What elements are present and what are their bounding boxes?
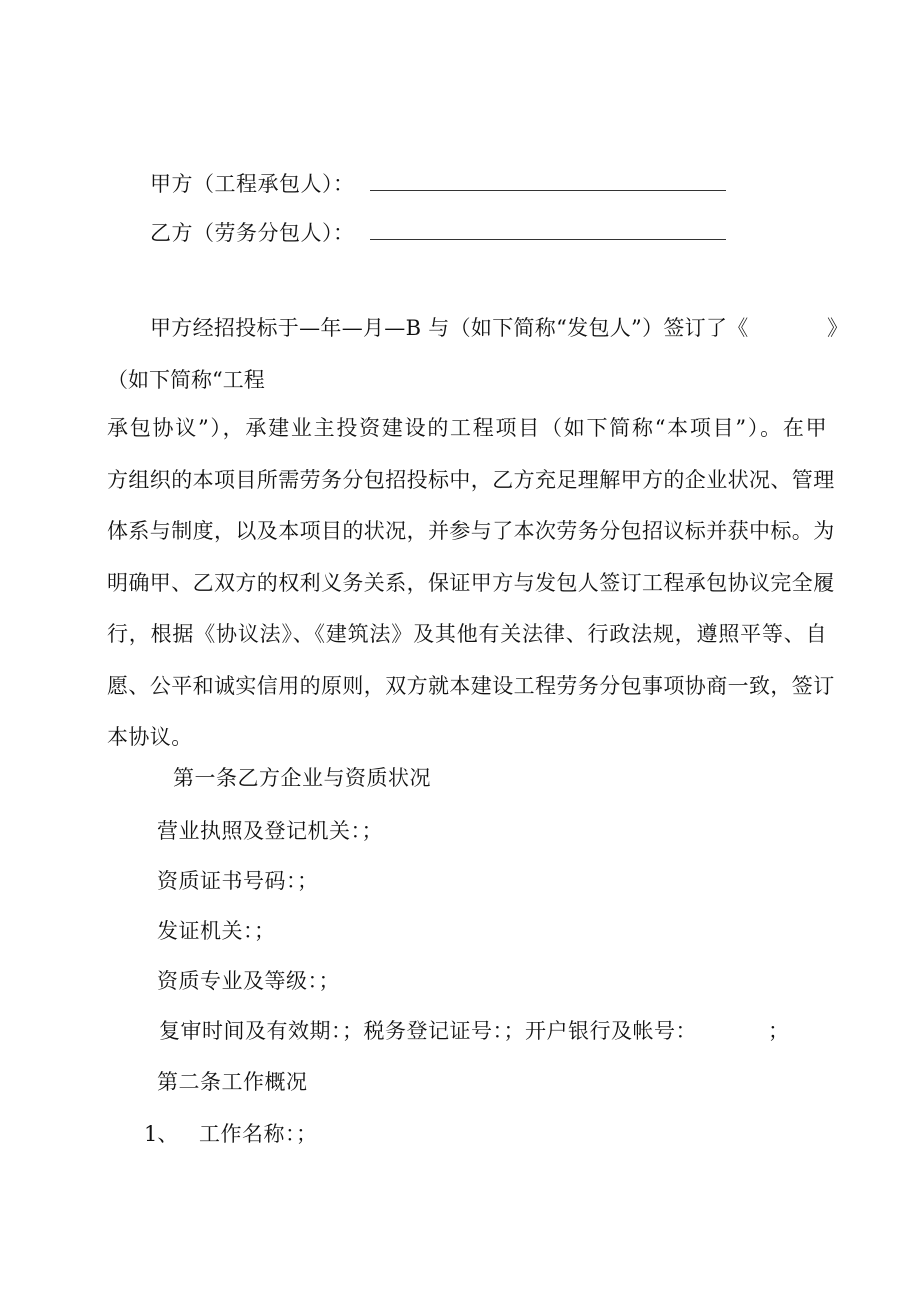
paragraph-line: 明确甲、乙双方的权利义务关系，保证甲方与发包人签订工程承包协议完全履 [107, 570, 835, 595]
paragraph-line: 本协议。 [107, 725, 193, 749]
article-2-title: 第二条工作概况 [157, 1070, 308, 1094]
party-a-label: 甲方（工程承包人）： [150, 172, 355, 196]
party-a-line [150, 170, 355, 198]
field-cert-number: 资质证书号码：； [157, 869, 319, 893]
paragraph-line: 体系与制度，以及本项目的状况，并参与了本次劳务分包招议标并获中标。为 [107, 519, 835, 543]
paragraph-line: 方组织的本项目所需劳务分包招投标中，乙方充足理解甲方的企业状况、管理 [107, 467, 835, 492]
field-issuing-authority: 发证机关：； [157, 919, 276, 943]
field-review-tax-bank-text: 复审时间及有效期：；税务登记证号：；开户银行及帐号： [159, 1019, 697, 1043]
paragraph-line: 行，根据《协议法》、《建筑法》及其他有关法律、行政法规，遵照平等、自 [107, 622, 827, 646]
party-b-label: 乙方（劳务分包人）： [150, 221, 355, 245]
article-1-title: 第一条乙方企业与资质状况 [173, 766, 431, 790]
item-1-text: 工作名称：； [199, 1122, 318, 1146]
intro-line-2: （如下简称“工程 [107, 368, 265, 392]
intro-line-1-close: 》 [827, 316, 849, 340]
item-1-number: 1、 [144, 1122, 179, 1146]
field-specialty-grade: 资质专业及等级：； [157, 969, 340, 993]
intro-line-1-text: 甲方经招投标于—年—月—B 与（如下简称“发包人”）签订了《 [150, 316, 749, 340]
party-b-line [150, 219, 355, 247]
paragraph-line: 愿、公平和诚实信用的原则，双方就本建设工程劳务分包事项协商一致，签订 [107, 673, 835, 698]
paragraph-line: 承包协议”），承建业主投资建设的工程项目（如下简称“本项目”）。在甲 [107, 416, 827, 440]
party-a-blank [370, 190, 726, 191]
intro-line-1 [150, 314, 849, 342]
field-review-tax-bank-end: ； [768, 1019, 790, 1043]
party-b-blank [370, 239, 726, 240]
field-business-license: 营业执照及登记机关：； [157, 819, 383, 843]
intro-paragraph [107, 403, 835, 764]
field-review-tax-bank [159, 1017, 790, 1045]
